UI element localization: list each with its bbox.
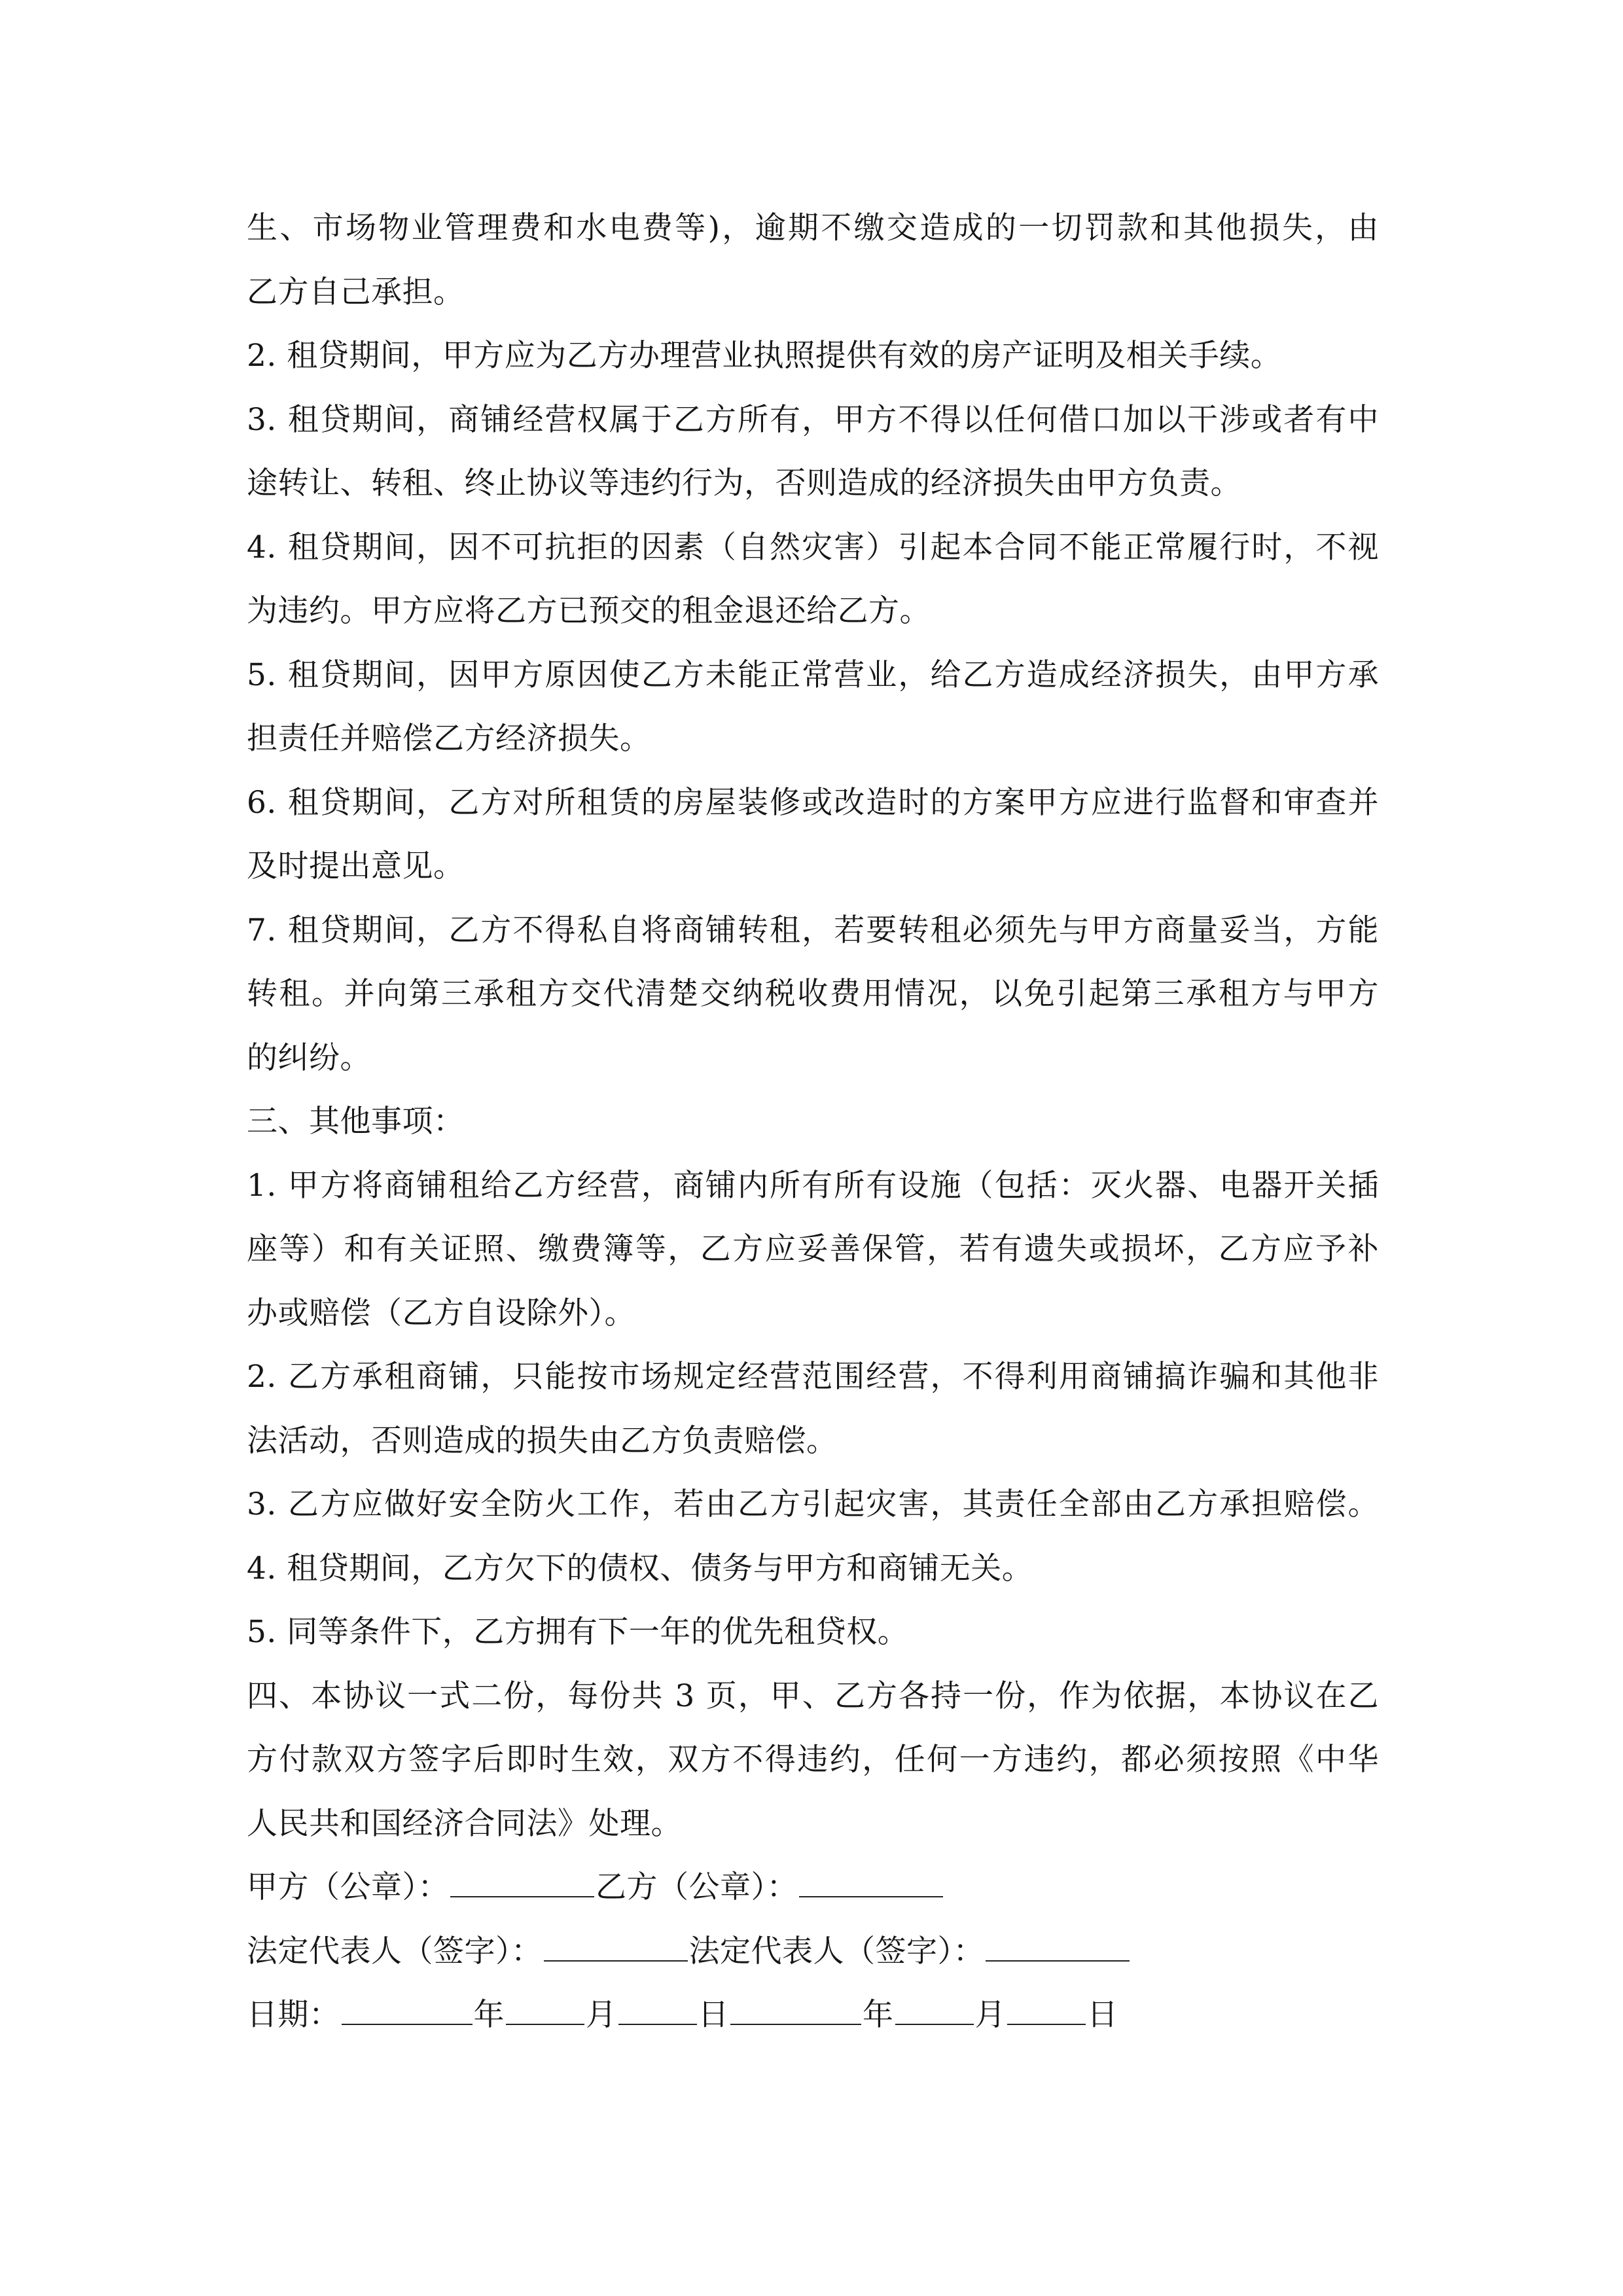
rep-b-label: 法定代表人（签字）： — [688, 1933, 984, 1969]
body-line: 四、本协议一式二份，每份共 3 页，甲、乙方各持一份，作为依据，本协议在乙 — [247, 1677, 1379, 1714]
body-line: 1. 甲方将商铺租给乙方经营，商铺内所有所有设施（包括：灭火器、电器开关插 — [247, 1167, 1379, 1204]
month-field-a[interactable] — [506, 1998, 584, 2025]
body-line: 法活动，否则造成的损失由乙方负责赔偿。 — [247, 1422, 838, 1459]
body-line: 4. 租贷期间，乙方欠下的债权、债务与甲方和商铺无关。 — [247, 1550, 1033, 1587]
day-label-b: 日 — [1087, 1997, 1118, 2033]
body-line: 4. 租贷期间，因不可抗拒的因素（自然灾害）引起本合同不能正常履行时，不视 — [247, 529, 1379, 565]
year-field-b[interactable] — [730, 1998, 861, 2025]
body-line: 担责任并赔偿乙方经济损失。 — [247, 721, 651, 757]
body-line: 3. 租贷期间，商铺经营权属于乙方所有，甲方不得以任何借口加以干涉或者有中 — [247, 401, 1379, 438]
body-line: 的纠纷。 — [247, 1039, 371, 1076]
body-line: 人民共和国经济合同法》处理。 — [247, 1805, 682, 1842]
party-b-seal-label: 乙方（公章）： — [596, 1869, 798, 1905]
date-line — [247, 1983, 1379, 2047]
year-label: 年 — [473, 1997, 505, 2033]
body-line: 3. 乙方应做好安全防火工作，若由乙方引起灾害，其责任全部由乙方承担赔偿。 — [247, 1486, 1379, 1522]
body-line: 5. 同等条件下，乙方拥有下一年的优先租贷权。 — [247, 1614, 909, 1650]
body-line: 7. 租贷期间，乙方不得私自将商铺转租，若要转租必须先与甲方商量妥当，方能 — [247, 912, 1379, 948]
body-line: 及时提出意见。 — [247, 848, 465, 884]
party-b-seal-field[interactable] — [799, 1870, 943, 1897]
section-heading: 三、其他事项： — [247, 1103, 465, 1139]
party-a-seal-field[interactable] — [450, 1870, 594, 1897]
body-line: 途转让、转租、终止协议等违约行为，否则造成的经济损失由甲方负责。 — [247, 465, 1241, 501]
body-line: 为违约。甲方应将乙方已预交的租金退还给乙方。 — [247, 593, 931, 629]
body-line: 生、市场物业管理费和水电费等)，逾期不缴交造成的一切罚款和其他损失，由 — [247, 210, 1379, 246]
body-line: 6. 租贷期间，乙方对所租赁的房屋装修或改造时的方案甲方应进行监督和审查并 — [247, 784, 1379, 821]
month-field-b[interactable] — [895, 1998, 974, 2025]
party-a-seal-label: 甲方（公章）： — [247, 1869, 449, 1905]
representative-line — [247, 1920, 1379, 1984]
day-field-a[interactable] — [618, 1998, 697, 2025]
rep-a-signature-field[interactable] — [544, 1934, 688, 1962]
day-field-b[interactable] — [1007, 1998, 1086, 2025]
body-line: 2. 租贷期间，甲方应为乙方办理营业执照提供有效的房产证明及相关手续。 — [247, 338, 1282, 374]
body-line: 2. 乙方承租商铺，只能按市场规定经营范围经营，不得利用商铺搞诈骗和其他非 — [247, 1359, 1379, 1395]
month-label-b: 月 — [974, 1997, 1006, 2033]
rep-b-signature-field[interactable] — [986, 1934, 1130, 1962]
rep-a-label: 法定代表人（签字）： — [247, 1933, 543, 1969]
month-label: 月 — [586, 1997, 617, 2033]
body-line: 方付款双方签字后即时生效，双方不得违约，任何一方违约，都必须按照《中华 — [247, 1742, 1379, 1778]
year-label-b: 年 — [863, 1997, 894, 2033]
body-line: 5. 租贷期间，因甲方原因使乙方未能正常营业，给乙方造成经济损失，由甲方承 — [247, 656, 1379, 693]
day-label: 日 — [698, 1997, 729, 2033]
seal-line — [247, 1856, 1379, 1920]
body-line: 转租。并向第三承租方交代清楚交纳税收费用情况，以免引起第三承租方与甲方 — [247, 976, 1379, 1012]
date-label: 日期： — [247, 1997, 340, 2033]
document-page — [247, 196, 1379, 2047]
body-line: 座等）和有关证照、缴费簿等，乙方应妥善保管，若有遗失或损坏，乙方应予补 — [247, 1231, 1379, 1267]
body-line: 办或赔偿（乙方自设除外）。 — [247, 1295, 635, 1331]
year-field-a[interactable] — [342, 1998, 473, 2025]
body-line: 乙方自己承担。 — [247, 274, 465, 310]
